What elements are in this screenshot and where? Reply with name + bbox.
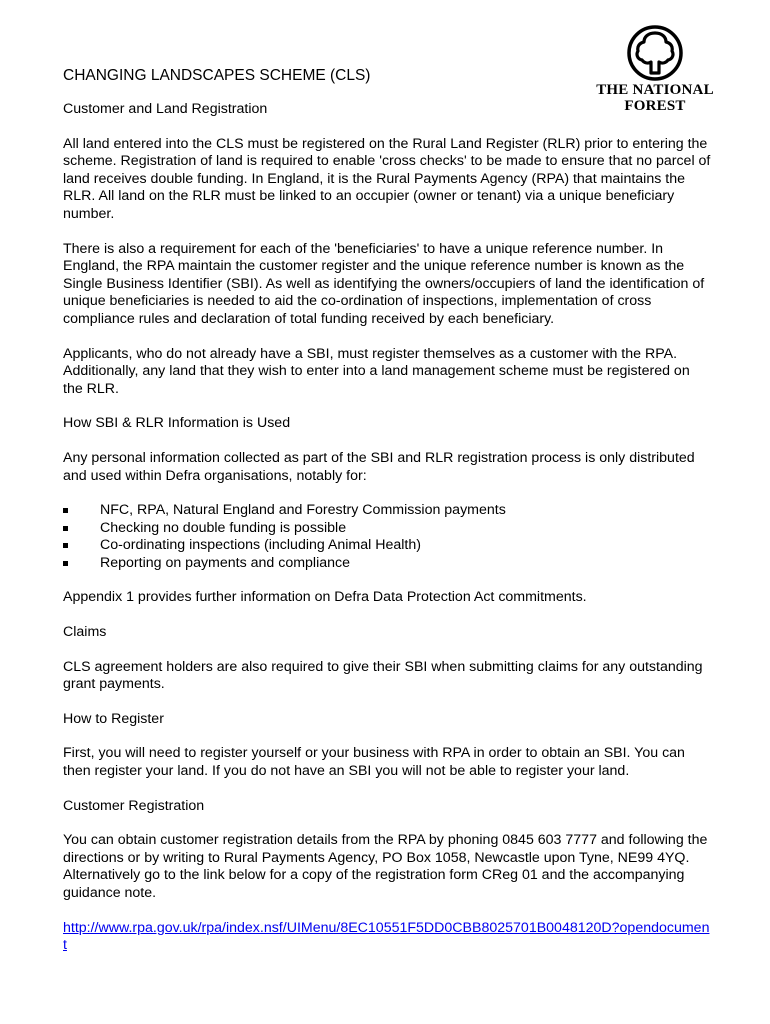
paragraph-applicants: Applicants, who do not already have a SBI, must register themselves as a customer with the RPA. Additionally, any land that they wish to enter into a land management scheme must be registered on the RLR. xyxy=(63,345,690,397)
bullet-icon xyxy=(63,561,68,566)
list-item-text: Checking no double funding is possible xyxy=(100,519,347,536)
paragraph-sbi: There is also a requirement for each of the 'beneficiaries' to have a unique reference number. In England, the RPA maintain the customer register and the unique reference number is known as the Single Business Identifier (SBI). As well as identifying the owners/occupiers of land the identification of unique beneficiaries is needed to aid the co-ordination of inspections, implementation of cross compliance rules and declaration of total funding received by each beneficiary. xyxy=(63,240,705,327)
usage-heading: How SBI & RLR Information is Used xyxy=(63,415,291,432)
link-paragraph xyxy=(63,920,713,955)
logo-line-1: THE NATIONAL xyxy=(596,82,714,98)
list-item xyxy=(63,537,713,555)
oak-tree-circle-icon xyxy=(626,24,684,82)
list-item-text: Co-ordinating inspections (including Animal Health) xyxy=(100,537,421,554)
paragraph-personal-info: Any personal information collected as part of the SBI and RLR registration process is only distributed and used within Defra organisations, notably for: xyxy=(63,449,695,484)
list-item xyxy=(63,555,713,573)
paragraph-rlr: All land entered into the CLS must be registered on the Rural Land Register (RLR) prior to entering the scheme. Registration of land is required to enable 'cross checks' to be made to ensure that no parcel of land receives double funding. In England, it is the Rural Payments Agency (RPA) that maintains the RLR. All land on the RLR must be linked to an occupier (owner or tenant) via a unique beneficiary number. xyxy=(63,135,711,222)
paragraph-claims: CLS agreement holders are also required to give their SBI when submitting claims for any outstanding grant payments. xyxy=(63,658,703,693)
bullet-icon xyxy=(63,543,68,548)
list-item xyxy=(63,502,713,520)
bullet-icon xyxy=(63,526,68,531)
claims-heading: Claims xyxy=(63,624,107,641)
paragraph-appendix: Appendix 1 provides further information on Defra Data Protection Act commitments. xyxy=(63,589,587,606)
paragraph-register: First, you will need to register yourself or your business with RPA in order to obtain an SBI. You can then register your land. If you do not have an SBI you will not be able to register your land. xyxy=(63,745,685,780)
customer-registration-heading: Customer Registration xyxy=(63,797,205,814)
document-body xyxy=(63,101,713,972)
registration-heading: Customer and Land Registration xyxy=(63,101,268,117)
rpa-registration-link[interactable]: http://www.rpa.gov.uk/rpa/index.nsf/UIMenu/8EC10551F5DD0CBB8025701B0048120D?opendocument xyxy=(63,919,710,954)
logo-line-2: FOREST xyxy=(624,98,686,114)
paragraph-customer-registration: You can obtain customer registration details from the RPA by phoning 0845 603 7777 and following the directions or by writing to Rural Payments Agency, PO Box 1058, Newcastle upon Tyne, NE99 4YQ. Alternatively go to the link below for a copy of the registration form CReg 01 and the accompanying guidance note. xyxy=(63,832,708,901)
page-title: CHANGING LANDSCAPES SCHEME (CLS) xyxy=(63,67,371,84)
list-item xyxy=(63,520,713,538)
list-item-text: NFC, RPA, Natural England and Forestry Commission payments xyxy=(100,502,506,519)
usage-list xyxy=(63,502,713,572)
register-heading: How to Register xyxy=(63,710,164,727)
bullet-icon xyxy=(63,508,68,513)
list-item-text: Reporting on payments and compliance xyxy=(100,554,351,571)
